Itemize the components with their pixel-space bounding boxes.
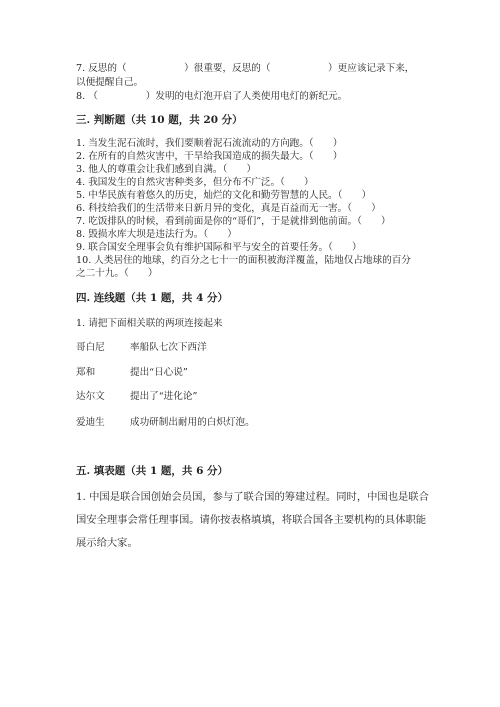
judge-item-continued: 之二十九。（ ）: [76, 268, 158, 279]
judge-item: 4. 我国发生的自然灾害种类多，但分布不广泛。（ ）: [76, 177, 314, 188]
table-question-line: 国安全理事会常任理事国。请你按表格填填，将联合国各主要机构的具体职能: [76, 514, 427, 526]
fill-question-8: 8. （ ）发明的电灯泡开启了人类使用电灯的新纪元。: [76, 91, 348, 102]
matching-question: 1. 请把下面相关联的两项连接起来: [76, 318, 223, 329]
judge-item: 10. 人类居住的地球，约百分之七十一的面积被海洋覆盖，陆地仅占地球的百分: [76, 255, 411, 266]
match-left-item: 爱迪生: [76, 417, 105, 428]
section-5-heading: 五. 填表题（共 1 题，共 6 分）: [76, 465, 229, 477]
judge-item: 8. 毁损水库大坝是违法行为。（ ）: [76, 229, 237, 240]
match-right-item: 成功研制出耐用的白炽灯泡。: [130, 417, 255, 428]
fill-question-7-line1: 7. 反思的（ ）很重要，反思的（ ）更应该记录下来，: [76, 63, 415, 74]
judge-item: 2. 在所有的自然灾害中，干旱给我国造成的损失最大。（ ）: [76, 151, 343, 162]
section-3-heading: 三. 判断题（共 10 题，共 20 分）: [76, 114, 243, 126]
match-left-item: 哥白尼: [76, 342, 105, 353]
judge-item: 6. 科技给我们的生活带来日新月异的变化，真是百益而无一害。（ ）: [76, 203, 381, 214]
judge-item: 3. 他人的尊重会让我们感到自满。（ ）: [76, 164, 257, 175]
table-question-line: 展示给大家。: [76, 537, 138, 549]
fill-question-7-line2: 以便提醒自己。: [76, 77, 144, 88]
match-left-item: 达尔文: [76, 391, 105, 402]
judge-item: 9. 联合国安全理事会负有维护国际和平与安全的首要任务。（ ）: [76, 242, 362, 253]
section-4-heading: 四. 连线题（共 1 题，共 4 分）: [76, 292, 229, 304]
match-right-item: 提出“日心说”: [130, 367, 188, 378]
judge-item: 1. 当发生泥石流时，我们要顺着泥石流流动的方向跑。（ ）: [76, 138, 343, 149]
match-left-item: 郑和: [76, 367, 96, 378]
judge-item: 5. 中华民族有着悠久的历史，灿烂的文化和勤劳智慧的人民。（ ）: [76, 190, 372, 201]
match-right-item: 提出了“进化论”: [130, 391, 198, 402]
judge-item: 7. 吃饭排队的时候，看到前面是你的“哥们”，于是就排到他前面。（ ）: [76, 216, 391, 227]
match-right-item: 率船队七次下西洋: [130, 342, 207, 353]
table-question-line: 1. 中国是联合国创始会员国，参与了联合国的筹建过程。同时，中国也是联合: [76, 491, 429, 503]
